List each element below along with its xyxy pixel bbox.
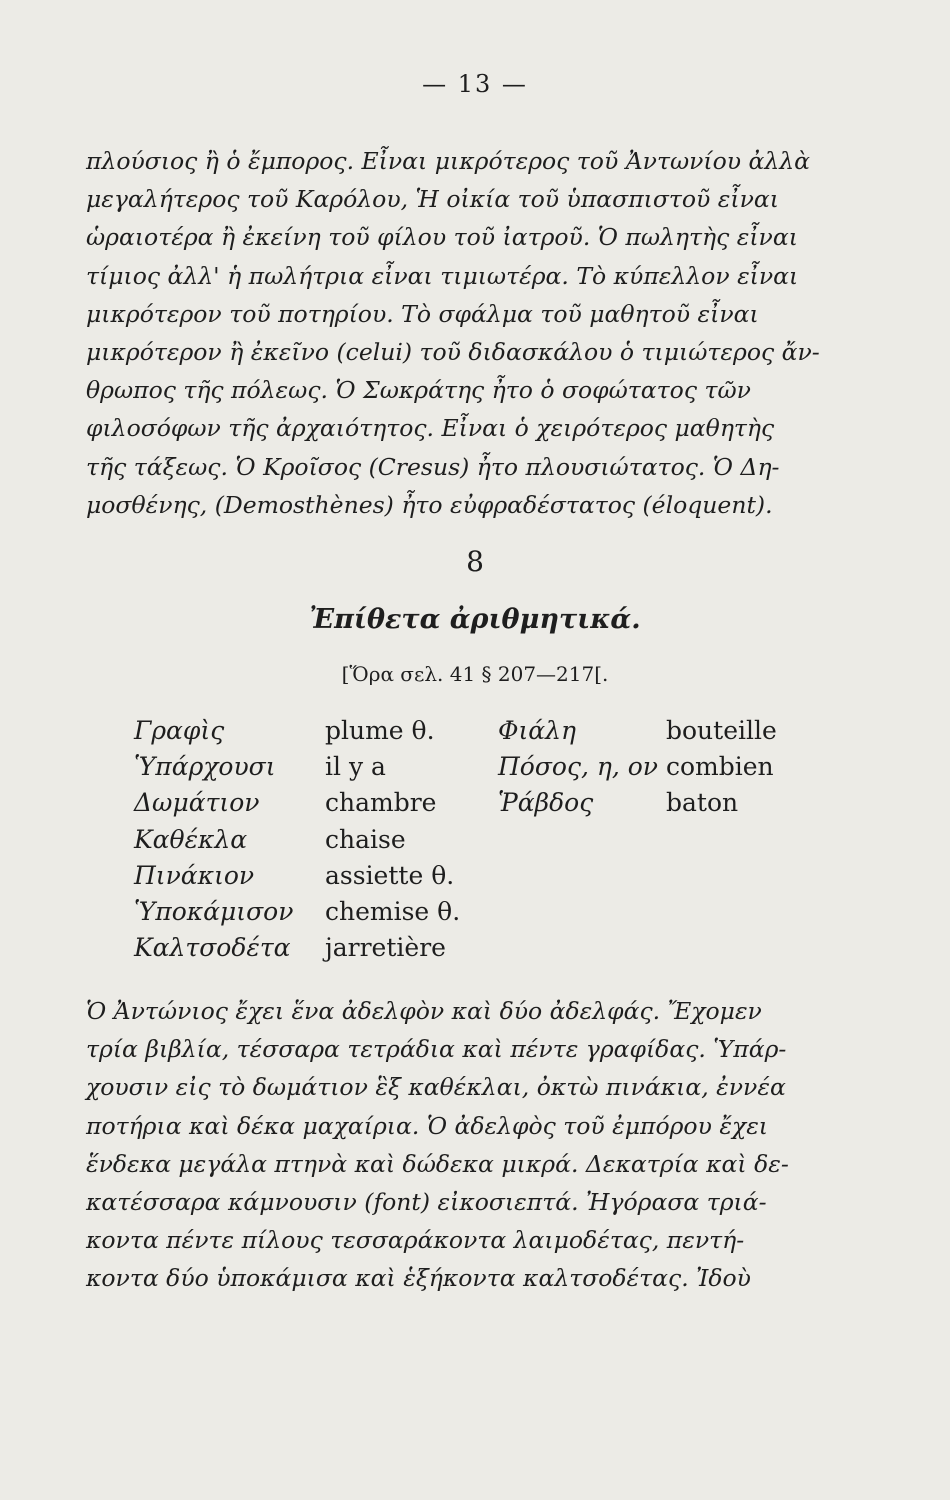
vocab-french: bouteille — [666, 716, 777, 745]
paragraph-comparatives — [86, 142, 830, 524]
vocab-greek: Γραφὶς — [134, 716, 225, 745]
vocab-greek: Ὑποκάμισον — [134, 896, 294, 926]
paragraph-numerals — [86, 992, 830, 1298]
page-number: — 13 — — [422, 70, 528, 98]
text-line: κατέσσαρα κάμνουσιν (font) εἰκοσιεπτά. Ἠγόρασα τριά- — [86, 1188, 767, 1217]
text-line: τίμιος ἀλλ' ἡ πωλήτρια εἶναι τιμιωτέρα. Τὸ κύπελλον εἶναι — [86, 261, 799, 290]
vocab-greek: Φιάλη — [498, 716, 577, 745]
text-line: τῆς τάξεως. Ὁ Κροῖσος (Cresus) ἦτο πλουσιώτατος. Ὁ Δη- — [86, 452, 780, 481]
vocab-greek: Δωμάτιον — [134, 788, 260, 818]
vocab-french: chaise — [325, 824, 406, 854]
vocab-french: assiette θ. — [325, 860, 455, 890]
vocab-french: il y a — [325, 752, 386, 782]
vocab-french: plume θ. — [325, 716, 435, 745]
vocab-french: jarretière — [325, 933, 446, 963]
text-line: ποτήρια καὶ δέκα μαχαίρια. Ὁ ἀδελφὸς τοῦ ἐμπόρου ἔχει — [86, 1111, 769, 1140]
vocab-french: chemise θ. — [325, 896, 461, 926]
section-title: Ἐπίθετα ἀριθμητικά. — [309, 604, 641, 635]
text-line: πλούσιος ἢ ὁ ἔμπορος. Εἶναι μικρότερος τοῦ Ἀντωνίου ἀλλὰ — [86, 147, 811, 175]
vocab-greek: Ὑπάρχουσι — [134, 752, 276, 782]
text-line: μικρότερον τοῦ ποτηρίου. Τὸ σφάλμα τοῦ μαθητοῦ εἶναι — [86, 299, 759, 328]
text-line: φιλοσόφων τῆς ἀρχαιότητος. Εἶναι ὁ χειρότερος μαθητὴς — [86, 414, 775, 443]
vocab-greek: Ῥάβδος — [498, 788, 594, 818]
text-line: ὡραιοτέρα ἢ ἐκείνη τοῦ φίλου τοῦ ἰατροῦ. Ὁ πωλητὴς εἶναι — [86, 223, 798, 252]
text-line: μεγαλήτερος τοῦ Καρόλου, Ἡ οἰκία τοῦ ὑπασπιστοῦ εἶναι — [86, 185, 779, 214]
vocab-french: chambre — [325, 788, 437, 818]
vocab-french: combien — [666, 752, 774, 782]
text-line: μικρότερον ἢ ἐκεῖνο (celui) τοῦ διδασκάλου ὁ τιμιώτερος ἄν- — [86, 338, 820, 367]
vocab-greek: Πινάκιον — [134, 860, 255, 890]
vocab-greek: Πόσος, η, ον — [498, 752, 658, 782]
section-number: 8 — [466, 545, 484, 578]
section-reference: [Ὅρα σελ. 41 § 207—217[. — [341, 662, 609, 686]
text-line: μοσθένης, (Demosthènes) ἦτο εὐφραδέστατος (éloquent). — [86, 490, 773, 519]
text-line: τρία βιβλία, τέσσαρα τετράδια καὶ πέντε γραφίδας. Ὑπάρ- — [86, 1035, 787, 1064]
text-line: ἕνδεκα μεγάλα πτηνὰ καὶ δώδεκα μικρά. Δεκατρία καὶ δε- — [86, 1149, 789, 1178]
text-line: θρωπος τῆς πόλεως. Ὁ Σωκράτης ἦτο ὁ σοφώτατος τῶν — [86, 376, 751, 405]
text-line: κοντα πέντε πίλους τεσσαράκοντα λαιμοδέτας, πεντή- — [86, 1226, 745, 1255]
vocab-french: baton — [666, 788, 739, 818]
text-line: Ὁ Ἀντώνιος ἔχει ἕνα ἀδελφὸν καὶ δύο ἀδελφάς. Ἔχομεν — [86, 997, 762, 1025]
vocab-greek: Καθέκλα — [134, 824, 248, 854]
text-line: χουσιν εἰς τὸ δωμάτιον ἓξ καθέκλαι, ὀκτὼ πινάκια, ἐννέα — [86, 1073, 786, 1102]
text-line: κοντα δύο ὑποκάμισα καὶ ἑξήκοντα καλτσοδέτας. Ἰδοὺ — [86, 1264, 751, 1293]
vocab-greek: Καλτσοδέτα — [134, 933, 291, 963]
